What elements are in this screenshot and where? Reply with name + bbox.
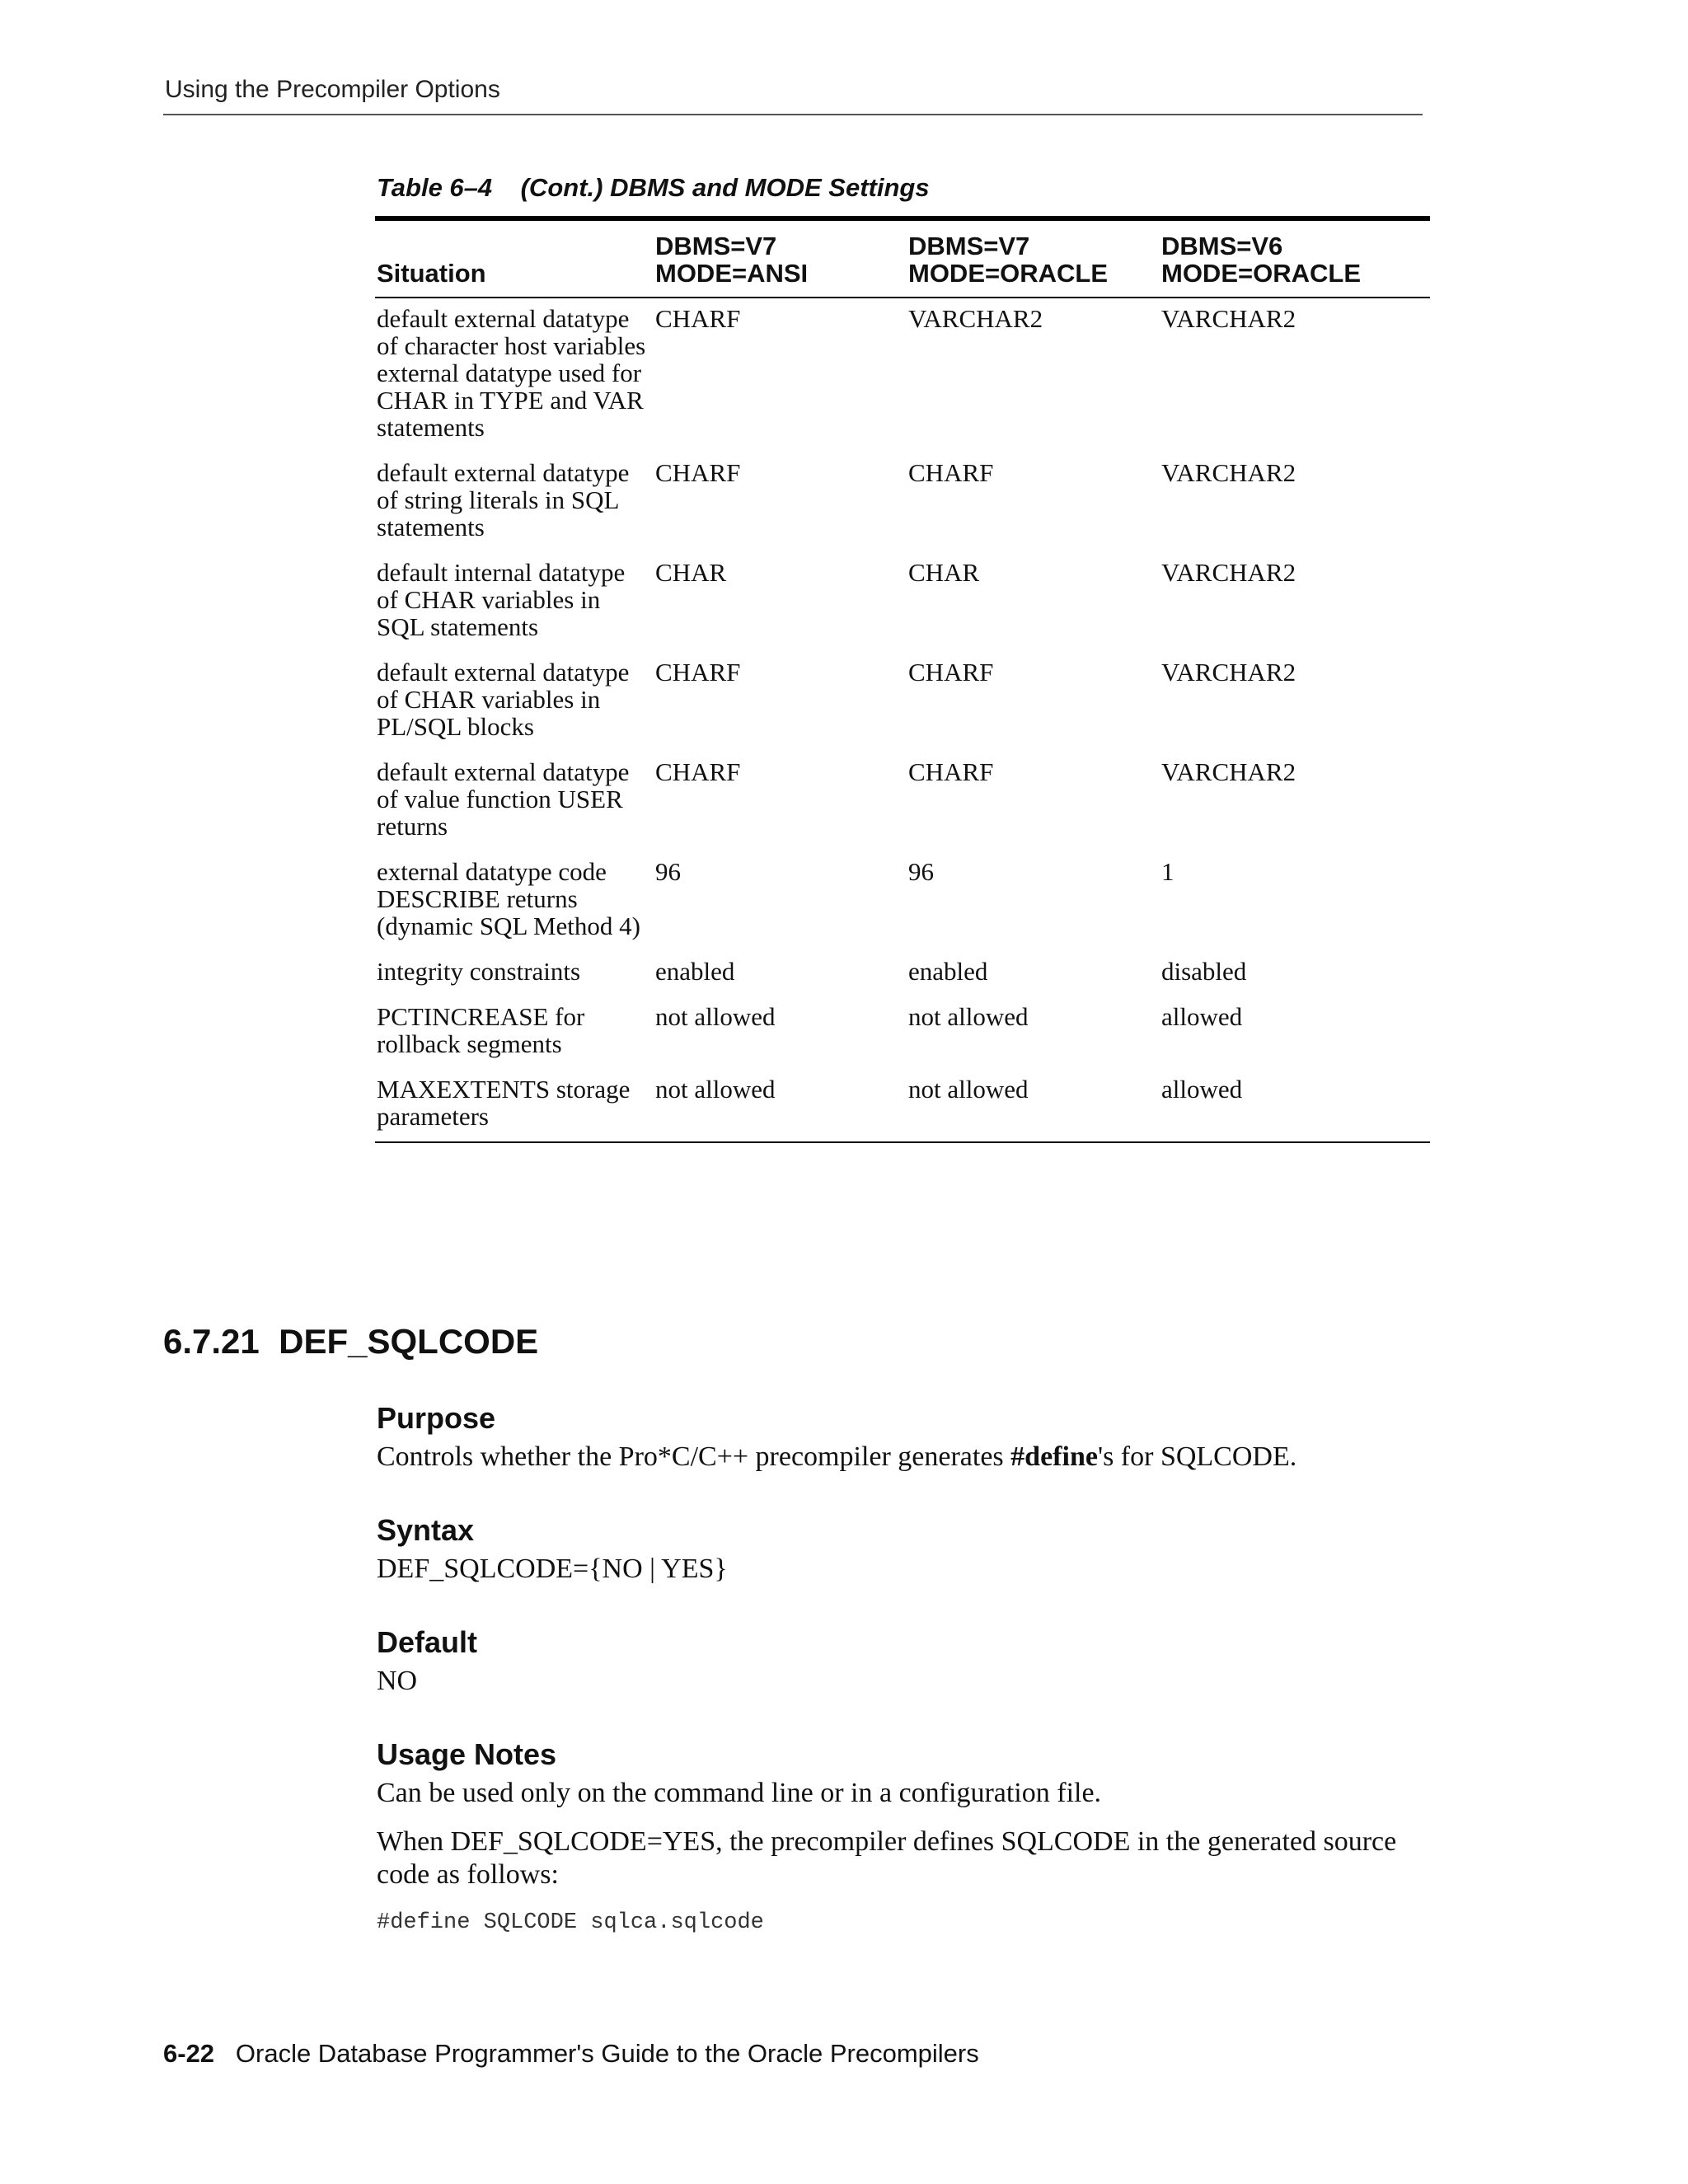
cell-v6-oracle: 1 [1161, 857, 1175, 886]
table-caption [377, 173, 930, 203]
cell-v7-ansi: not allowed [654, 1069, 907, 1142]
cell-v6-oracle: VARCHAR2 [1161, 658, 1296, 687]
table-row [375, 996, 1430, 1069]
cell-situation: PCTINCREASE for rollback segments [377, 1002, 585, 1058]
default-heading: Default [377, 1625, 478, 1659]
purpose-text-define: #define [1010, 1441, 1098, 1472]
default-text: NO [377, 1666, 418, 1696]
cell-situation: default external datatype of character host variables external datatype used for CHAR in TYPE and VAR statements [377, 304, 646, 442]
table-caption-title: (Cont.) DBMS and MODE Settings [520, 173, 930, 202]
syntax-text: DEF_SQLCODE={NO | YES} [377, 1554, 728, 1584]
header-situation-label: Situation [377, 259, 486, 288]
usage-notes-heading: Usage Notes [377, 1737, 557, 1771]
settings-table-container [375, 216, 1430, 1143]
table-row [375, 552, 1430, 652]
cell-v7-oracle: CHARF [908, 757, 994, 786]
cell-v6-oracle: VARCHAR2 [1161, 558, 1296, 587]
cell-situation: MAXEXTENTS storage parameters [375, 1069, 654, 1142]
table-row [375, 851, 1430, 951]
section-heading [163, 1322, 538, 1361]
header-v7-ansi-dbms: DBMS=V7 [655, 232, 777, 260]
usage-notes-para2: When DEF_SQLCODE=YES, the precompiler defines SQLCODE in the generated source code as follows: [377, 1826, 1397, 1890]
usage-notes-para1: Can be used only on the command line or in a configuration file. [377, 1778, 1102, 1808]
cell-v6-oracle: allowed [1160, 1069, 1430, 1142]
purpose-text-before: Controls whether the Pro*C/C++ precompiler generates [377, 1441, 1011, 1472]
cell-v7-oracle: 96 [908, 857, 934, 886]
cell-v7-ansi: CHARF [655, 757, 741, 786]
cell-v7-oracle: CHAR [908, 558, 980, 587]
header-v7-ansi-mode: MODE=ANSI [655, 259, 809, 288]
cell-v6-oracle: VARCHAR2 [1161, 757, 1296, 786]
cell-v7-ansi: CHAR [655, 558, 727, 587]
section-number: 6.7.21 [163, 1322, 260, 1361]
table-caption-number: Table 6–4 [377, 173, 493, 202]
dbms-mode-settings-table [375, 216, 1430, 1143]
cell-v7-oracle: CHARF [908, 658, 994, 687]
page-footer [163, 2039, 979, 2069]
header-v6-oracle-dbms: DBMS=V6 [1161, 232, 1283, 260]
cell-v7-oracle: CHARF [908, 458, 994, 487]
cell-situation: default external datatype of CHAR variables in PL/SQL blocks [377, 658, 630, 741]
cell-situation: default external datatype of string literals in SQL statements [377, 458, 630, 541]
header-situation [375, 218, 654, 298]
cell-v7-ansi: CHARF [655, 304, 741, 333]
table-row [375, 298, 1430, 452]
header-v7-ansi [654, 218, 907, 298]
section-title: DEF_SQLCODE [279, 1322, 539, 1361]
cell-v7-oracle: not allowed [907, 1069, 1160, 1142]
cell-v7-ansi: not allowed [655, 1002, 776, 1031]
footer-title: Oracle Database Programmer's Guide to the Oracle Precompilers [235, 2039, 979, 2068]
purpose-text-after: 's for SQLCODE. [1097, 1441, 1297, 1472]
table-row [375, 951, 1430, 996]
header-v7-oracle [907, 218, 1160, 298]
cell-v7-ansi: 96 [655, 857, 681, 886]
header-v7-oracle-mode: MODE=ORACLE [908, 259, 1108, 288]
cell-v7-ansi: CHARF [655, 658, 741, 687]
header-v6-oracle-mode: MODE=ORACLE [1161, 259, 1361, 288]
table-row [375, 1069, 1430, 1142]
cell-v6-oracle: disabled [1161, 957, 1247, 986]
cell-v7-ansi: CHARF [655, 458, 741, 487]
header-v6-oracle [1160, 218, 1430, 298]
cell-v7-ansi: enabled [655, 957, 735, 986]
table-row [375, 752, 1430, 851]
header-rule [163, 114, 1423, 115]
cell-v7-oracle: not allowed [908, 1002, 1029, 1031]
cell-v6-oracle: VARCHAR2 [1161, 304, 1296, 333]
cell-situation: default external datatype of value function USER returns [377, 757, 630, 841]
cell-v6-oracle: VARCHAR2 [1161, 458, 1296, 487]
cell-v7-oracle: enabled [908, 957, 988, 986]
header-v7-oracle-dbms: DBMS=V7 [908, 232, 1030, 260]
purpose-text [377, 1441, 1432, 1474]
cell-situation: default internal datatype of CHAR variables in SQL statements [377, 558, 626, 641]
table-row [375, 452, 1430, 552]
footer-page-number: 6-22 [163, 2039, 215, 2068]
code-example: #define SQLCODE sqlca.sqlcode [377, 1910, 764, 1935]
cell-v7-oracle: VARCHAR2 [908, 304, 1043, 333]
running-header: Using the Precompiler Options [165, 76, 500, 103]
cell-situation: external datatype code DESCRIBE returns (dynamic SQL Method 4) [377, 857, 640, 940]
purpose-heading: Purpose [377, 1401, 496, 1435]
table-header-row [375, 218, 1430, 298]
table-row [375, 652, 1430, 752]
cell-situation: integrity constraints [377, 957, 581, 986]
cell-v6-oracle: allowed [1161, 1002, 1243, 1031]
syntax-heading: Syntax [377, 1513, 475, 1547]
